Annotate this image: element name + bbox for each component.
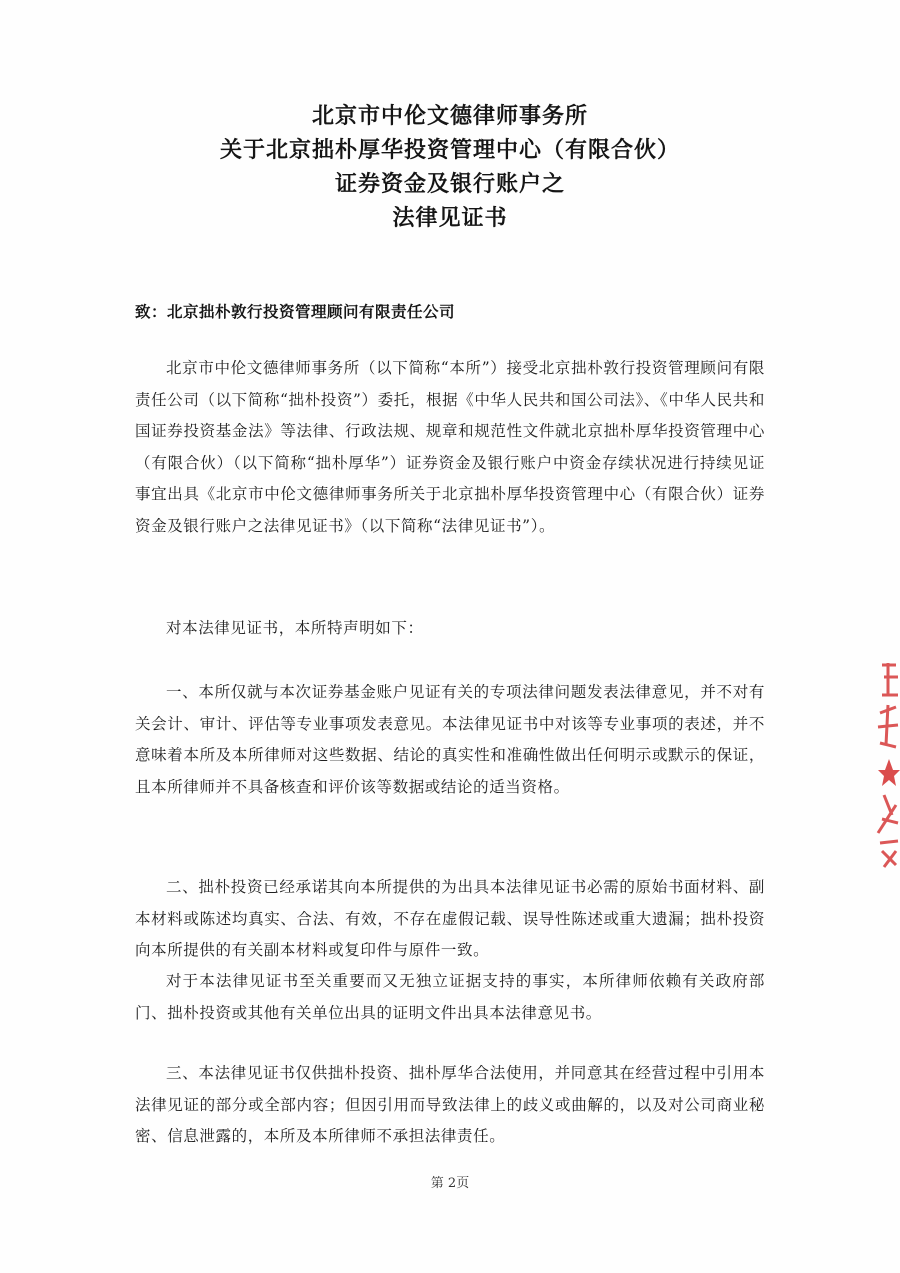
item-2-paragraph: 二、拙朴投资已经承诺其向本所提供的为出具本法律见证书必需的原始书面材料、副本材料或陈述均真实、合法、有效，不存在虚假记载、误导性陈述或重大遗漏；拙朴投资向本所提供的有关副本材料或复印件与原件一致。: [135, 878, 765, 959]
statement-paragraph: 对本法律见证书，本所特声明如下：: [166, 619, 424, 637]
title-line-3: 证券资金及银行账户之: [334, 172, 565, 197]
title-line-2: 关于北京拙朴厚华投资管理中心（有限合伙）: [219, 138, 680, 163]
title-line-4: 法律见证书: [392, 206, 508, 231]
page-number: 第 2页: [430, 1176, 470, 1191]
item-3-paragraph: 三、本法律见证书仅供拙朴投资、拙朴厚华合法使用，并同意其在经营过程中引用本法律见证的部分或全部内容；但因引用而导致法律上的歧义或曲解的，以及对公司商业秘密、信息泄露的，本所及本所律师不承担法律责任。: [135, 1064, 765, 1145]
item-1-paragraph: 一、本所仅就与本次证券基金账户见证有关的专项法律问题发表法律意见，并不对有关会计、审计、评估等专业事项发表意见。本法律见证书中对该等专业事项的表述，并不意味着本所及本所律师对这些数据、结论的真实性和准确性做出任何明示或默示的保证，且本所律师并不具备核查和评价该等数据或结论的适当资格。: [135, 683, 765, 796]
intro-paragraph: 北京市中伦文德律师事务所（以下简称“本所”）接受北京拙朴敦行投资管理顾问有限责任公司（以下简称“拙朴投资”）委托，根据《中华人民共和国公司法》、《中华人民共和国证券投资基金法》等法律、行政法规、规章和规范性文件就北京拙朴厚华投资管理中心（有限合伙）（以下简称“拙朴厚华”）证券资金及银行账户中资金存续状况进行持续见证事宜出具《北京市中伦文德律师事务所关于北京拙朴厚华投资管理中心（有限合伙）证券资金及银行账户之法律见证书》（以下简称“法律见证书”）。: [135, 359, 765, 535]
seal-stamp-icon: [862, 655, 900, 870]
item-2b-paragraph: 对于本法律见证书至关重要而又无独立证据支持的事实，本所律师依赖有关政府部门、拙朴投资或其他有关单位出具的证明文件出具本法律意见书。: [135, 972, 765, 1022]
document-title: [0, 100, 900, 236]
title-line-1: 北京市中伦文德律师事务所: [311, 104, 588, 129]
addressee-line: 致：北京拙朴敦行投资管理顾问有限责任公司: [135, 303, 456, 321]
